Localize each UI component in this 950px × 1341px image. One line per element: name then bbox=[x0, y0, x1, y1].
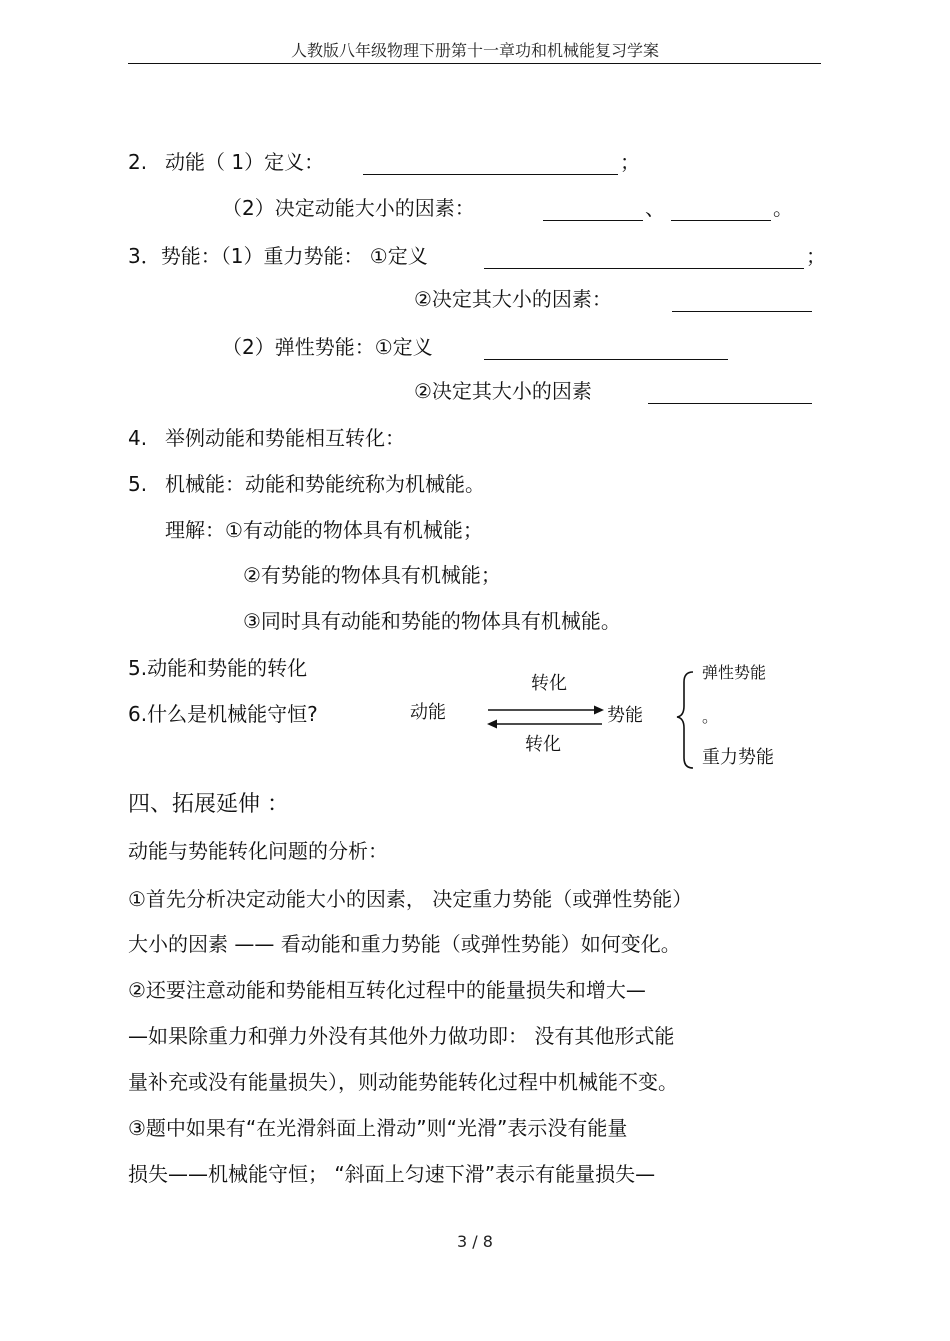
kinetic-definition-end: ； bbox=[620, 150, 640, 174]
analysis-point-3-line-1: ③题中如果有“在光滑斜面上滑动”则“光滑”表示没有能量 bbox=[128, 1116, 628, 1140]
elastic-factors-label: ②决定其大小的因素 bbox=[414, 379, 592, 403]
diagram-potential-label: 势能 bbox=[607, 705, 643, 726]
kinetic-definition-label: 动能（ 1）定义： bbox=[165, 150, 325, 174]
analysis-point-1-line-2: 大小的因素 —— 看动能和重力势能（或弹性势能）如何变化。 bbox=[128, 932, 681, 956]
understanding-2: ②有势能的物体具有机械能； bbox=[243, 563, 501, 587]
gravitational-definition-end: ； bbox=[806, 244, 826, 268]
section-4-heading: 四、拓展延伸 ： bbox=[128, 792, 289, 817]
kinetic-factors-end: 。 bbox=[773, 196, 793, 220]
diagram-top-arrow-label: 转化 bbox=[531, 673, 567, 694]
kinetic-factors-separator: 、 bbox=[645, 196, 665, 220]
right-arrow bbox=[488, 706, 604, 715]
conversion-heading: 5.动能和势能的转化 bbox=[128, 656, 308, 680]
understanding-1: 理解：①有动能的物体具有机械能； bbox=[165, 518, 483, 542]
mechanical-energy-definition: 机械能：动能和势能统称为机械能。 bbox=[165, 472, 485, 496]
item-5-number: 5. bbox=[128, 472, 148, 496]
kinetic-factors-label: （2）决定动能大小的因素： bbox=[222, 196, 475, 220]
understanding-3: ③同时具有动能和势能的物体具有机械能。 bbox=[243, 609, 621, 633]
header-title: 人教版八年级物理下册第十一章功和机械能复习学案 bbox=[290, 41, 659, 60]
left-arrow bbox=[487, 720, 602, 729]
diagram-kinetic-label: 动能 bbox=[410, 702, 446, 723]
analysis-point-1-line-1: ①首先分析决定动能大小的因素， 决定重力势能（或弹性势能） bbox=[128, 887, 693, 911]
elastic-definition-label: （2）弹性势能：①定义 bbox=[222, 335, 433, 359]
item-2-number: 2. bbox=[128, 150, 148, 174]
conservation-question: 6.什么是机械能守恒? bbox=[128, 702, 318, 726]
page-number: 3 / 8 bbox=[457, 1232, 493, 1251]
diagram-gravitational-label: 重力势能 bbox=[702, 747, 774, 768]
item-4-number: 4. bbox=[128, 426, 148, 450]
analysis-point-2-line-3: 量补充或没有能量损失），则动能势能转化过程中机械能不变。 bbox=[128, 1070, 678, 1094]
diagram-bottom-arrow-label: 转化 bbox=[525, 734, 561, 755]
curly-brace bbox=[677, 672, 693, 768]
gravitational-factors-label: ②决定其大小的因素： bbox=[414, 287, 612, 311]
diagram-elastic-label: 弹性势能 bbox=[702, 663, 767, 682]
analysis-point-2-line-1: ②还要注意动能和势能相互转化过程中的能量损失和增大— bbox=[128, 978, 646, 1002]
analysis-point-2-line-2: —如果除重力和弹力外没有其他外力做功即： 没有其他形式能 bbox=[128, 1024, 675, 1048]
conversion-examples-label: 举例动能和势能相互转化： bbox=[165, 426, 405, 450]
diagram-brace-mark: 。 bbox=[702, 707, 719, 726]
analysis-point-3-line-2: 损失——机械能守恒； “斜面上匀速下滑”表示有能量损失— bbox=[128, 1162, 656, 1186]
gravitational-definition-label: 3．势能：（1）重力势能： ①定义 bbox=[128, 244, 428, 268]
analysis-intro: 动能与势能转化问题的分析： bbox=[128, 839, 388, 863]
